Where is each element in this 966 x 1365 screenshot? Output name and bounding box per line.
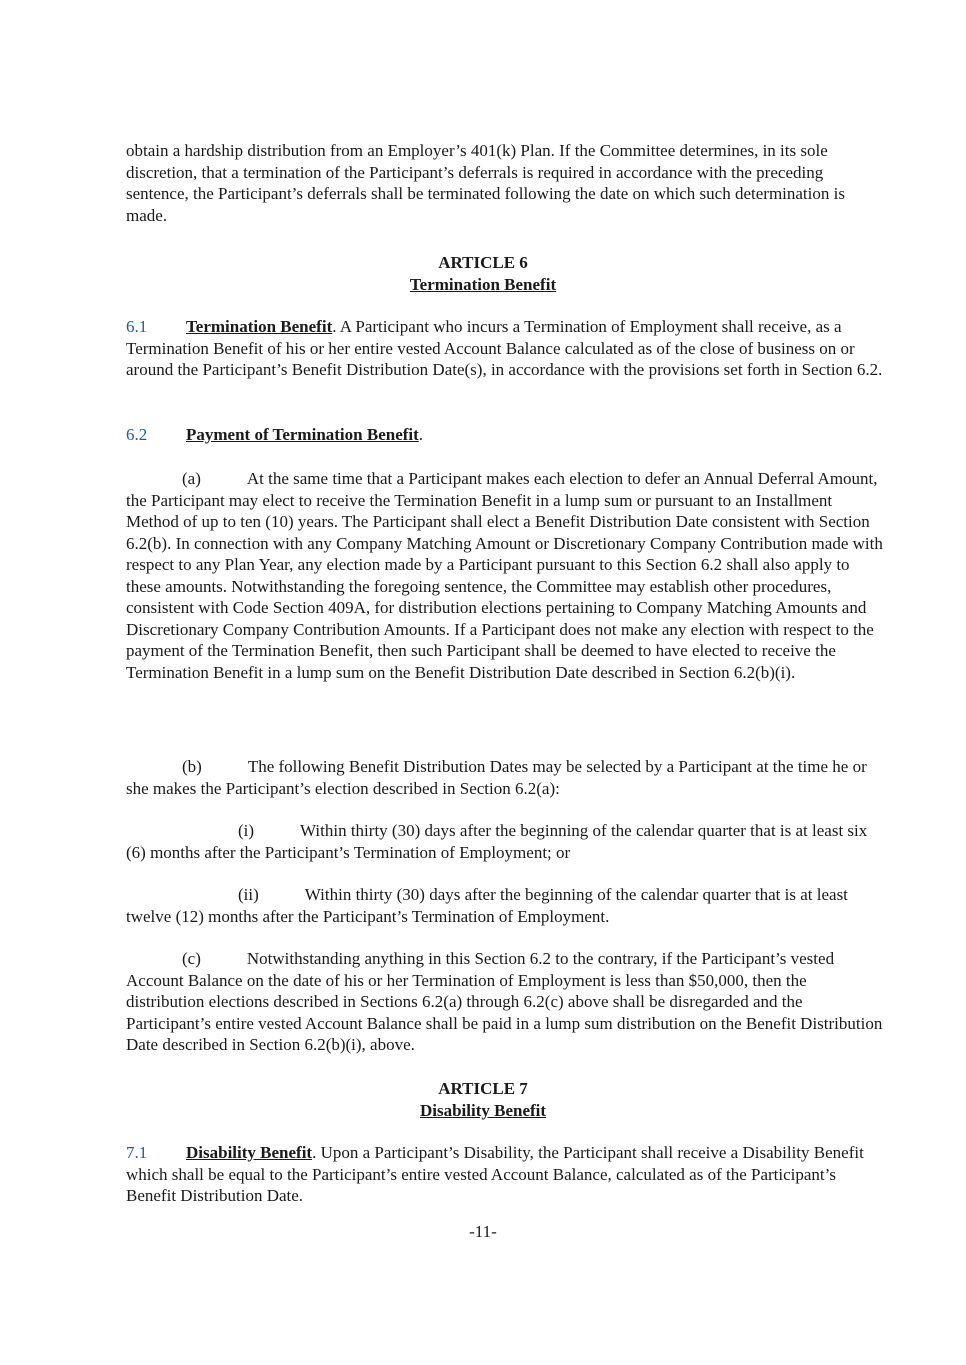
section-6-2-b-i-text: Within thirty (30) days after the beginning of the calendar quarter that is at least six (6) months after the Participant’s Termination of Employment; or bbox=[126, 821, 868, 862]
section-6-2-a bbox=[126, 468, 884, 683]
section-6-2-a-label: (a) bbox=[182, 469, 201, 488]
section-6-2-title: Payment of Termination Benefit bbox=[186, 425, 419, 444]
section-6-2-b-i-label: (i) bbox=[238, 821, 255, 840]
article-6-label: ARTICLE 6 bbox=[438, 253, 528, 272]
section-6-2-c-text: Notwithstanding anything in this Section 6.2 to the contrary, if the Participant’s vested Account Balance on the date of his or her Termination of Employment is less than $50,000, then the distribution elections described in Sections 6.2(a) through 6.2(c) above shall be disregarded and the Participant’s entire vested Account Balance shall be paid in a lump sum distribution on the Benefit Distribution Date described in Section 6.2(b)(i), above. bbox=[126, 949, 883, 1054]
section-7-1 bbox=[126, 1142, 884, 1207]
article-7-title: Disability Benefit bbox=[419, 1101, 547, 1120]
section-6-2-b-i bbox=[126, 820, 884, 863]
section-6-2-b-ii-label: (ii) bbox=[238, 885, 259, 904]
article-6-heading bbox=[0, 252, 966, 296]
section-6-2-b bbox=[126, 756, 884, 799]
article-7-label: ARTICLE 7 bbox=[438, 1079, 528, 1098]
section-6-2-c bbox=[126, 948, 884, 1056]
section-6-1-text: . A Participant who incurs a Termination of Employment shall receive, as a Termination Benefit of his or her entire vested Account Balance calculated as of the close of business on or around the Participant’s Benefit Distribution Date(s), in accordance with the provisions set forth in Section 6.2. bbox=[126, 317, 883, 379]
section-6-2-heading bbox=[126, 424, 884, 446]
section-6-2-b-ii-text: Within thirty (30) days after the beginning of the calendar quarter that is at least twelve (12) months after the Participant’s Termination of Employment. bbox=[126, 885, 848, 926]
section-6-1-title: Termination Benefit bbox=[186, 317, 333, 336]
intro-paragraph: obtain a hardship distribution from an Employer’s 401(k) Plan. If the Committee determines, in its sole discretion, that a termination of the Participant’s deferrals is required in accordance with the preceding sentence, the Participant’s deferrals shall be terminated following the date on which such determination is made. bbox=[126, 141, 845, 225]
section-6-2-c-label: (c) bbox=[182, 949, 201, 968]
section-6-2-title-suffix: . bbox=[418, 425, 424, 444]
article-6-title: Termination Benefit bbox=[409, 275, 557, 294]
section-6-2-b-ii bbox=[126, 884, 884, 927]
page-number: -11- bbox=[469, 1222, 497, 1241]
section-7-1-text: . Upon a Participant’s Disability, the Participant shall receive a Disability Benefit which shall be equal to the Participant’s entire vested Account Balance, calculated as of the Participant’s Benefit Distribution Date. bbox=[126, 1143, 864, 1205]
article-7-heading bbox=[0, 1078, 966, 1122]
section-6-2-b-label: (b) bbox=[182, 757, 202, 776]
section-6-2-number: 6.2 bbox=[126, 425, 148, 444]
section-6-2-b-text: The following Benefit Distribution Dates may be selected by a Participant at the time he or she makes the Participant’s election described in Section 6.2(a): bbox=[126, 757, 867, 798]
section-6-2-a-text: At the same time that a Participant makes each election to defer an Annual Deferral Amount, the Participant may elect to receive the Termination Benefit in a lump sum or pursuant to an Installment Method of up to ten (10) years. The Participant shall elect a Benefit Distribution Date consistent with Section 6.2(b). In connection with any Company Matching Amount or Discretionary Company Contribution made with respect to any Plan Year, any election made by a Participant pursuant to this Section 6.2 shall also apply to these amounts. Notwithstanding the foregoing sentence, the Committee may establish other procedures, consistent with Code Section 409A, for distribution elections pertaining to Company Matching Amounts and Discretionary Company Contribution Amounts. If a Participant does not make any election with respect to the payment of the Termination Benefit, then such Participant shall be deemed to have elected to receive the Termination Benefit in a lump sum on the Benefit Distribution Date described in Section 6.2(b)(i). bbox=[126, 469, 883, 682]
section-6-1-number: 6.1 bbox=[126, 317, 148, 336]
section-7-1-title: Disability Benefit bbox=[186, 1143, 313, 1162]
section-6-1 bbox=[126, 316, 884, 381]
section-7-1-number: 7.1 bbox=[126, 1143, 148, 1162]
